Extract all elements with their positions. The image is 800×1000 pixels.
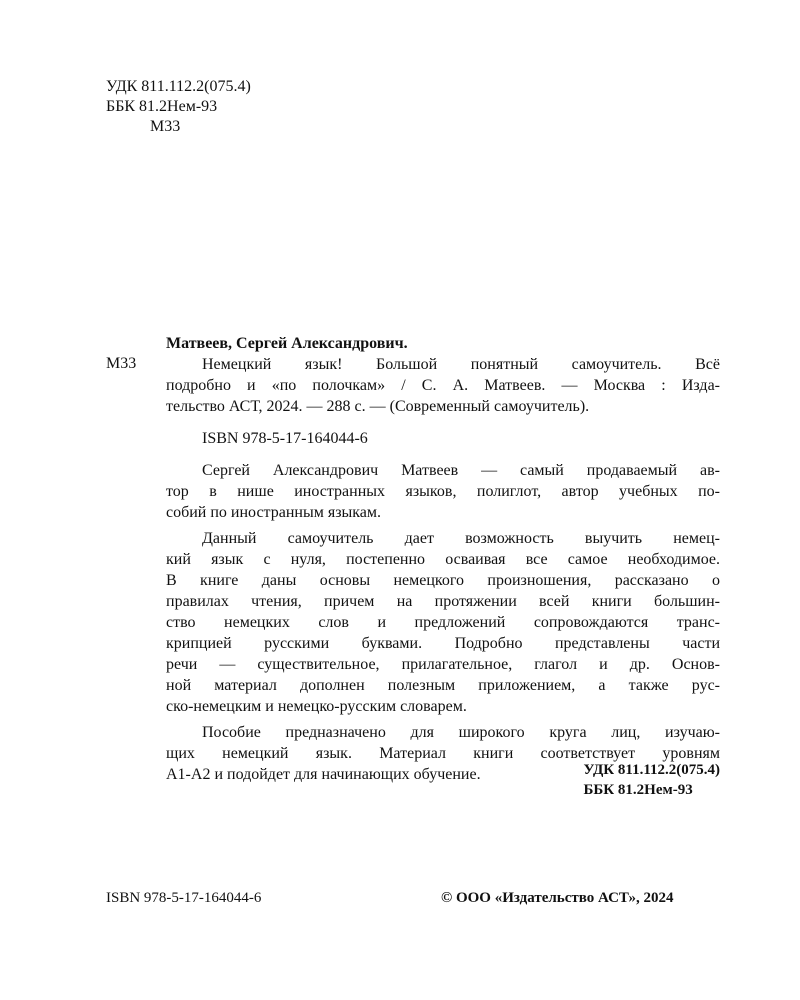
description-block (106, 354, 720, 417)
footer-isbn: ISBN 978-5-17-164044-6 (106, 890, 262, 906)
footer-classification-codes (583, 760, 720, 800)
annotation-line: щих немецкий язык. Материал книги соответствует уровням (166, 745, 720, 762)
bbk-code-bottom: ББК 81.2Нем-93 (583, 782, 693, 798)
annotation-paragraph-1 (106, 460, 720, 523)
annotation-line: ной материал дополнен полезным приложением, а также рус- (166, 677, 720, 694)
entry-cipher: М33 (106, 355, 137, 372)
annotation-line: Пособие предназначено для широкого круга лиц, изучаю- (202, 724, 720, 741)
header-classification-codes (106, 77, 251, 137)
annotation-line: ско-немецким и немецко-русским словарем. (166, 698, 467, 715)
bbk-code: ББК 81.2Нем-93 (106, 98, 218, 115)
annotation-line: правилах чтения, причем на протяжении всей книги большин- (166, 593, 720, 610)
isbn-line: ISBN 978-5-17-164044-6 (202, 430, 368, 447)
description-line-1: Немецкий язык! Большой понятный самоучитель. Всё (202, 356, 720, 373)
bibliographic-entry (106, 334, 720, 790)
annotation-line: речи — существительное, прилагательное, глагол и др. Основ- (166, 656, 720, 673)
annotation-line: собий по иностранным языкам. (166, 504, 382, 521)
copyright-notice: © ООО «Издательство АСТ», 2024 (441, 890, 674, 906)
author-heading: Матвеев, Сергей Александрович. (166, 335, 408, 352)
author-cipher: М33 (150, 118, 181, 135)
annotation-line: А1-А2 и подойдет для начинающих обучение. (166, 766, 481, 783)
annotation-line: Сергей Александрович Матвеев — самый продаваемый ав- (202, 462, 720, 479)
udk-code: УДК 811.112.2(075.4) (106, 78, 251, 95)
annotation-line: кий язык с нуля, постепенно осваивая все самое необходимое. (166, 551, 720, 568)
description-line-3: тельство АСТ, 2024. — 288 с. — (Современный самоучитель). (166, 398, 590, 415)
annotation-line: В книге даны основы немецкого произношения, рассказано о (166, 572, 720, 589)
annotation-line: Данный самоучитель дает возможность выучить немец- (202, 530, 720, 547)
annotation-line: тор в нише иностранных языков, полиглот, автор учебных по- (166, 483, 720, 500)
description-line-2: подробно и «по полочкам» / С. А. Матвеев. — Москва : Изда- (166, 377, 720, 394)
annotation-line: крипцией русскими буквами. Подробно представлены части (166, 635, 720, 652)
udk-code-bottom: УДК 811.112.2(075.4) (583, 762, 720, 778)
annotation-line: ство немецких слов и предложений сопровождаются транс- (166, 614, 720, 631)
annotation-paragraph-2 (106, 528, 720, 717)
